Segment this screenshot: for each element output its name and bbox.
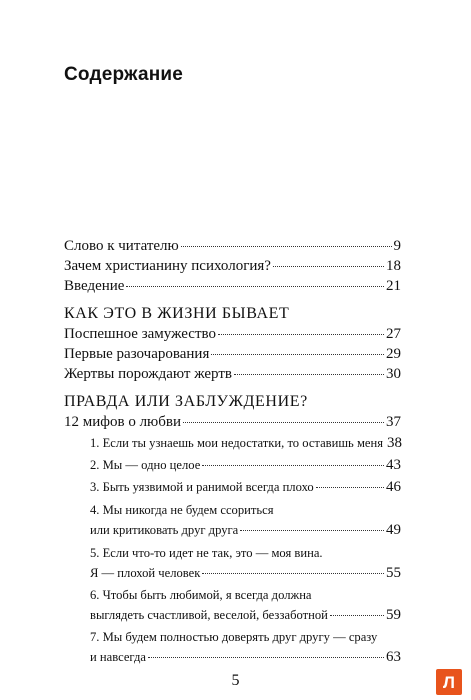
toc-entry-title: 12 мифов о любви (64, 414, 182, 430)
toc-entry[interactable] (64, 237, 401, 255)
dot-leader (202, 572, 384, 574)
dot-leader (240, 529, 384, 531)
toc-subentry-title-line2: или критиковать друг друга (90, 523, 239, 537)
toc-entry-title: Введение (64, 278, 125, 294)
toc-subentry-title-line2: Я — плохой человек (90, 566, 201, 580)
toc-subentry[interactable] (90, 434, 401, 452)
dot-leader (126, 285, 384, 287)
toc-subentry-page: 49 (386, 522, 401, 538)
toc-subentry[interactable] (90, 564, 401, 582)
toc-subentry-title-line2: выглядеть счастливой, веселой, беззаботной (90, 608, 328, 622)
toc-entry-title: Жертвы порождают жертв (64, 366, 232, 382)
dot-leader (202, 464, 384, 466)
toc-subentry-title-line1: 6. Чтобы быть любимой, я всегда должна (90, 588, 312, 602)
toc-subentry[interactable] (90, 521, 401, 539)
dot-leader (181, 245, 392, 247)
toc-entry-title: Слово к читателю (64, 238, 179, 254)
toc-subentry-title-line1: 5. Если что-то идет не так, это — моя вина. (90, 546, 323, 560)
toc-subentry[interactable] (90, 478, 401, 496)
dot-leader (330, 614, 384, 616)
toc-entry[interactable] (64, 277, 401, 295)
toc-subentry-page: 38 (387, 435, 403, 451)
toc-subentry[interactable] (90, 606, 401, 624)
dot-leader (211, 353, 384, 355)
toc-entry[interactable] (64, 365, 401, 383)
toc-subentry-page: 55 (386, 565, 401, 581)
toc-subentry-title-line1: 7. Мы будем полностью доверять друг другу — сразу (90, 630, 378, 644)
toc-entry[interactable] (64, 325, 401, 343)
toc-entry-page: 37 (386, 414, 401, 430)
toc-subentry[interactable] (90, 648, 401, 666)
toc-entry-page: 18 (386, 258, 401, 274)
toc-subentry-title-line2: и навсегда (90, 650, 146, 664)
toc-subentry-page: 43 (386, 457, 401, 473)
toc-subentry-title: 1. Если ты узнаешь мои недостатки, то оставишь меня (90, 436, 384, 450)
page-number: 5 (231, 672, 240, 689)
toc-entry[interactable] (64, 257, 401, 275)
toc-entry-page: 9 (393, 238, 401, 254)
toc-entry-title: Первые разочарования (64, 346, 210, 362)
dot-leader (148, 656, 384, 658)
toc-entry-title: Поспешное замужество (64, 326, 216, 342)
toc-entry-page: 29 (386, 346, 401, 362)
dot-leader (316, 486, 384, 488)
toc-subentry-page: 63 (386, 649, 401, 665)
toc-entry-title: Зачем христианину психология? (64, 258, 271, 274)
publisher-logo (436, 669, 462, 695)
section-heading: КАК ЭТО В ЖИЗНИ БЫВАЕТ (64, 305, 290, 322)
toc-subentry[interactable] (90, 456, 401, 474)
dot-leader (234, 373, 384, 375)
toc-subentry-page: 46 (386, 479, 401, 495)
toc-subentry-page: 59 (386, 607, 401, 623)
toc-subentry-title-line1: 4. Мы никогда не будем ссориться (90, 503, 274, 517)
toc-entry-page: 21 (386, 278, 401, 294)
publisher-logo-letter: Л (443, 672, 455, 692)
toc-entry[interactable] (64, 345, 401, 363)
toc-subentry-title: 3. Быть уязвимой и ранимой всегда плохо (90, 480, 314, 494)
toc-entry-page: 30 (386, 366, 401, 382)
toc-subentry-title: 2. Мы — одно целое (90, 458, 201, 472)
dot-leader (273, 265, 384, 267)
dot-leader (183, 421, 384, 423)
section-heading: ПРАВДА ИЛИ ЗАБЛУЖДЕНИЕ? (64, 393, 308, 410)
page-title: Содержание (64, 64, 184, 85)
dot-leader (218, 333, 384, 335)
toc-entry-page: 27 (386, 326, 401, 342)
toc-entry[interactable] (64, 413, 401, 431)
